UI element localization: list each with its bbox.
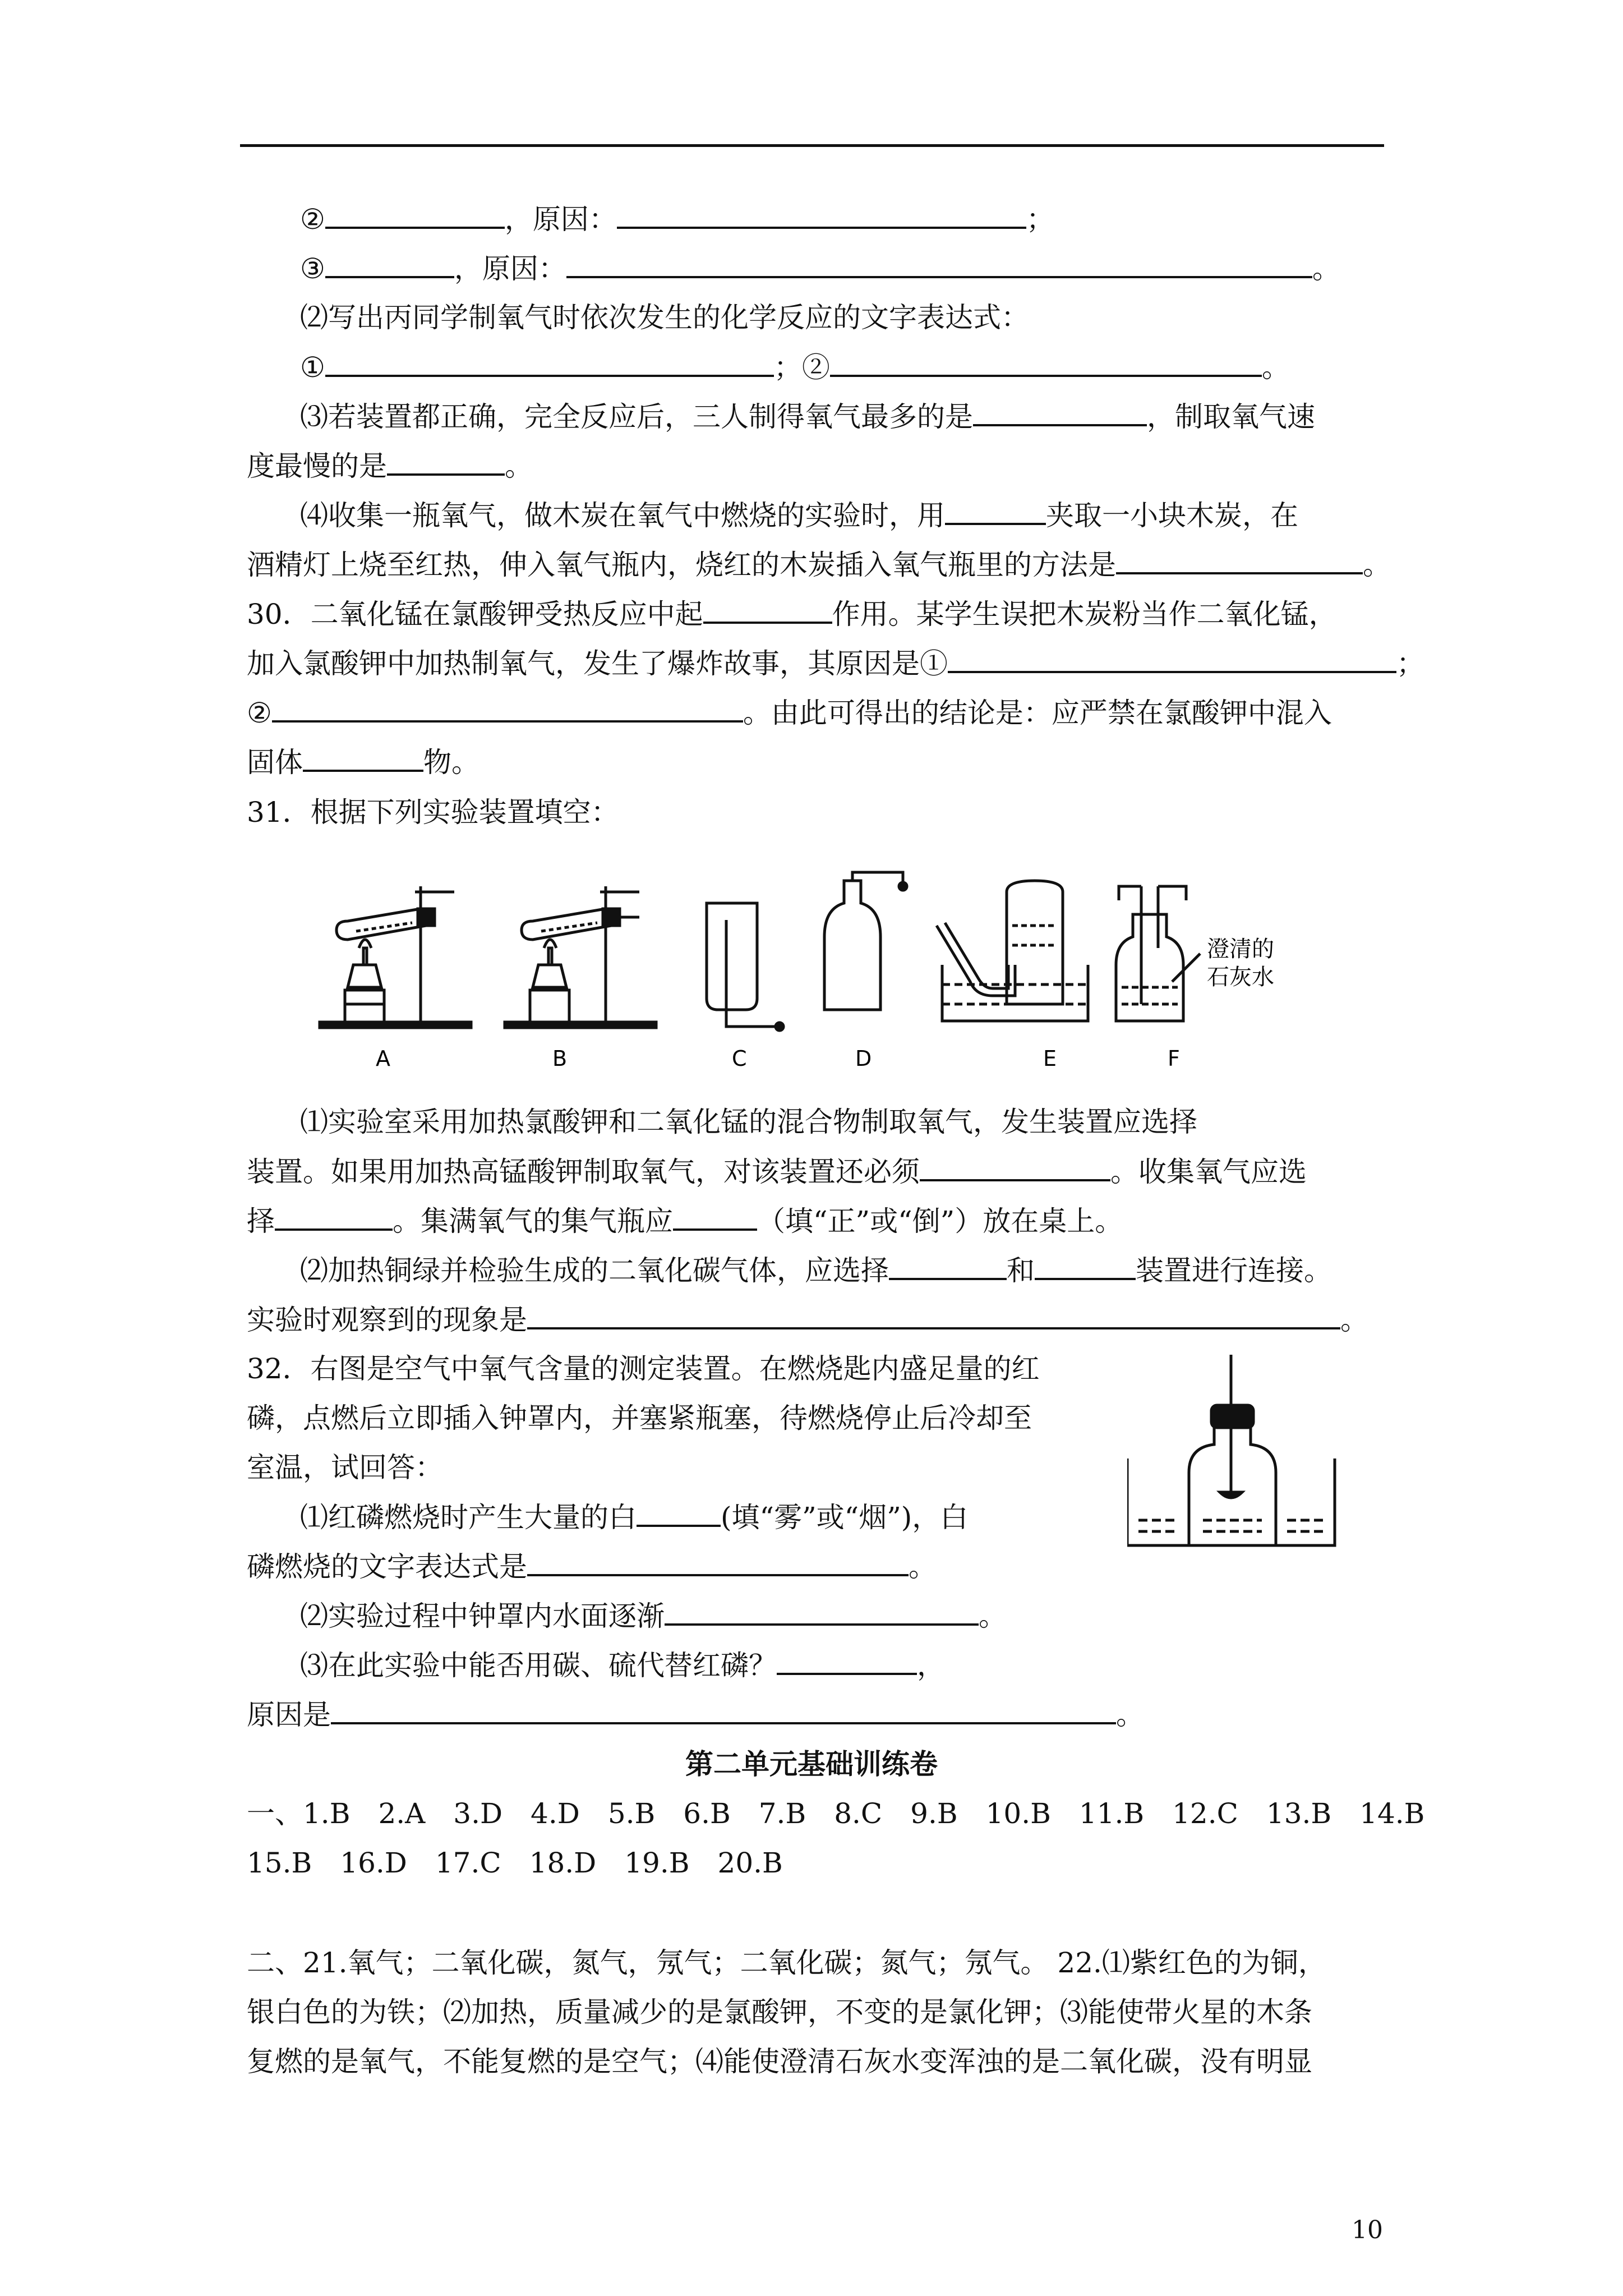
apparatus-figure (314, 869, 1346, 1071)
fig-label-a: A (376, 1046, 390, 1071)
fig-label-d: D (855, 1046, 872, 1071)
answer-line: 15.B 16.D 17.C 18.D 19.B 20.B (247, 1847, 783, 1879)
q-line: ③ ，原因： 。 (300, 252, 1340, 285)
answer-line: 复燃的是氧气，不能复燃的是空气；⑷能使澄清石灰水变浑浊的是二氧化碳，没有明显 (247, 2045, 1312, 2078)
f-annotation-1: 澄清的 (1207, 936, 1274, 962)
q-line: 原因是 。 (247, 1699, 1144, 1731)
fig-label-f: F (1168, 1046, 1180, 1071)
q-line: 30．二氧化锰在氯酸钾受热反应中起 作用。某学生误把木炭粉当作二氧化锰， (247, 598, 1337, 631)
q-line: 度最慢的是 。 (247, 450, 533, 482)
answer-line: 一、1.B 2.A 3.D 4.D 5.B 6.B 7.B 8.C 9.B 10.B 11.B 12.C 13.B 14.B (247, 1797, 1425, 1830)
q-line: ⑶若装置都正确，完全反应后，三人制得氧气最多的是 ，制取氧气速 (300, 401, 1315, 433)
q-line: ① ；② 。 (300, 351, 1290, 384)
q-line: 室温，试回答： (247, 1451, 443, 1484)
q-line: 磷，点燃后立即插入钟罩内，并塞紧瓶塞，待燃烧停止后冷却至 (247, 1402, 1032, 1434)
q-line: 固体 物。 (247, 746, 479, 779)
q-line: ⑴红磷燃烧时产生大量的白 (填“雾”或“烟”)，白 (300, 1501, 969, 1534)
q-line: 装置。如果用加热高锰酸钾制取氧气，对该装置还必须 。收集氧气应选 (247, 1156, 1307, 1188)
q-line: ② ，原因： ； (300, 203, 1054, 236)
q-line: ⑶在此实验中能否用碳、硫代替红磷？ ， (300, 1649, 945, 1682)
answer-line: 银白色的为铁；⑵加热，质量减少的是氯酸钾，不变的是氯化钾；⑶能使带火星的木条 (247, 1996, 1312, 2028)
q-line: ⑵加热铜绿并检验生成的二氧化碳气体，应选择 和 装置进行连接。 (300, 1254, 1332, 1287)
fig-label-b: B (552, 1046, 568, 1071)
answer-line: 二、21.氧气；二氧化碳，氮气，氖气；二氧化碳；氮气；氖气。 22.⑴紫红色的为铜， (247, 1947, 1326, 1979)
q-line: ⑵写出丙同学制氧气时依次发生的化学反应的文字表达式： (300, 301, 1029, 334)
q-line: 加入氯酸钾中加热制氧气，发生了爆炸故事，其原因是① ； (247, 647, 1424, 680)
fig-label-c: C (732, 1046, 747, 1071)
q-line: 磷燃烧的文字表达式是 。 (247, 1550, 937, 1583)
q-line: 31．根据下列实验装置填空： (247, 796, 619, 829)
q-line: 实验时观察到的现象是 。 (247, 1304, 1368, 1336)
q-line: 择 。集满氧气的集气瓶应 （填“正”或“倒”）放在桌上。 (247, 1205, 1123, 1237)
fig-label-e: E (1043, 1046, 1057, 1071)
f-annotation-2: 石灰水 (1207, 964, 1274, 990)
page-number: 10 (1352, 2216, 1383, 2244)
q-line: ⑵实验过程中钟罩内水面逐渐 。 (300, 1600, 1007, 1632)
q-line: ⑴实验室采用加热氯酸钾和二氧化锰的混合物制取氧气，发生装置应选择 (300, 1106, 1197, 1138)
q-line: 酒精灯上烧至红热，伸入氧气瓶内，烧红的木炭插入氧气瓶里的方法是 。 (247, 549, 1391, 581)
bell-jar-figure (1127, 1352, 1340, 1554)
header-rule (240, 144, 1384, 147)
q-line: ② 。由此可得出的结论是：应严禁在氯酸钾中混入 (247, 697, 1332, 729)
q-line: ⑷收集一瓶氧气，做木炭在氧气中燃烧的实验时，用 夹取一小块木炭，在 (300, 499, 1298, 532)
q-line: 32．右图是空气中氧气含量的测定装置。在燃烧匙内盛足量的红 (247, 1352, 1040, 1385)
section-title: 第二单元基础训练卷 (685, 1747, 938, 1780)
